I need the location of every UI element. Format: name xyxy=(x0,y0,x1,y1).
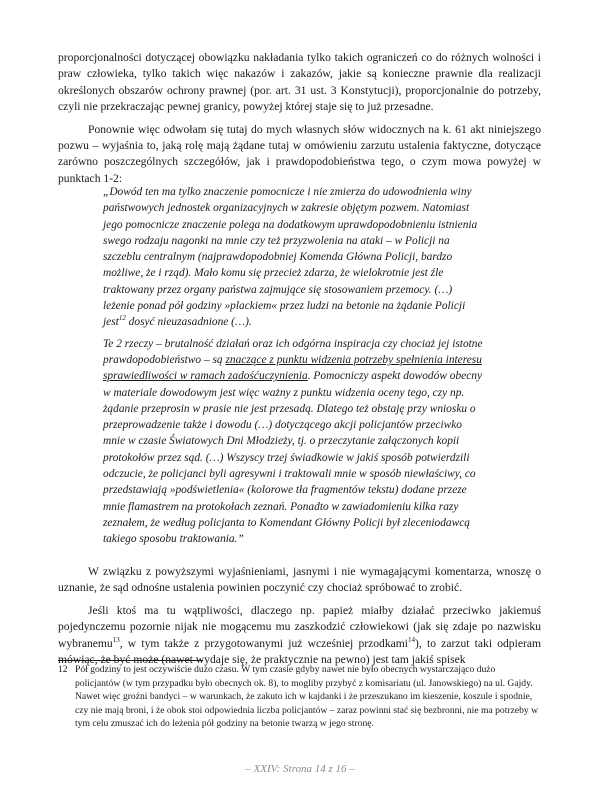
quote-text-2a: Te 2 rzeczy – brutalność działań oraz ich odgórna inspiracja czy chociaż jej istotne prawdopodobieństwo – są xyxy=(103,337,483,366)
body-top xyxy=(58,50,541,193)
footnote-ref-13[interactable]: 13 xyxy=(112,635,120,644)
paragraph-1: proporcjonalności dotyczącej obowiązku nakładania tylko takich ograniczeń co do różnych wolności i praw człowieka, tylko takich więc nakazów i zakazów, jakie są konieczne prawnie dla realizacji określonych obszarów ochrony prawnej (por. art. 31 ust. 3 Konstytucji), proporcjonalnie do potrzeby, czyli nie przekraczając pewnej granicy, powyżej której staje się to już przesadne. xyxy=(58,51,541,114)
quote-text-1a: „Dowód ten ma tylko znaczenie pomocnicze i nie zmierza do udowodnienia winy państwowych jednostek organizacyjnych w zakresie objętym pozwem. Natomiast jego pomocnicze znaczenie polega na dodatkowym uprawdopodobnieniu istnienia swego rodzaju nagonki na mnie czy też przyzwolenia na ataki – w Policji na szczeblu centralnym (najprawdopodobniej Komenda Główna Policji, bardzo możliwe, że i rząd). Mało komu się przecież zdarza, że wielokrotnie jest źle traktowany przez organy państwa zajmujące się stosowaniem przemocy. (…) leżenie ponad pół godziny »plackiem« przez ludzi na betonie na żądanie Policji jest xyxy=(103,186,478,329)
footnote-separator xyxy=(58,660,203,661)
footnote-12 xyxy=(58,663,541,731)
page-number-footer: – XXIV: Strona 14 z 16 – xyxy=(245,763,355,775)
footnote-text: Pół godziny to jest oczywiście dużo czasu. W tym czasie gdyby nawet nie było obecnych wystarczająco dużo policjantów (w tym przypadku było obecnych ok. 8), to mogliby przybyć z komisariatu (ul. Janowskiego) na ul. Gajdy. Nawet więc groźni bandyci – w warunkach, że zakuto ich w kajdanki i że przeszukano im kieszenie, koszule i spodnie, czy nie mają broni, i że obok stoi odpowiednia liczba policjantów – zaraz powinni stać się bezbronni, nie ma potrzeby w tym celu zmuszać ich do leżenia pół godziny na betonie twarzą w jego stronę. xyxy=(75,664,539,729)
block-quote xyxy=(103,184,485,553)
paragraph-3: W związku z powyższymi wyjaśnieniami, jasnymi i nie wymagającymi komentarza, wnoszę o uznanie, że sąd odnośne ustalenia powinien poczynić czy chociaż spróbować to zrobić. xyxy=(58,565,541,595)
quote-underlined-text: znaczące z punktu widzenia potrzeby spełnienia interesu sprawiedliwości w ramach zadośćuczynienia xyxy=(103,353,482,383)
quote-text-2b: . Pomocniczy aspekt dowodów obecny w materiale dowodowym jest więc ważny z punktu widzenia oceny tego, czy np. żądanie przeprosin w prasie nie jest przesadą. Dlatego też obstaję przy wniosku o przeprowadzenie także i dowodu (…) dotyczącego akcji policjantów przeciwko mnie w czasie Światowych Dni Młodzieży, tj. o przeczytanie załączonych kopii protokołów przez sąd. (…) Wszyscy trzej świadkowie w jakiś sposób potwierdzili odczucie, że policjanci byli agresywni i traktowali mnie w sposób niewłaściwy, co przedstawiają »podświetlenia« (kolorowe tła fragmentów tekstu) dodane przeze mnie flamastrem na protokołach zeznań. Ponadto w zawiadomieniu kilka razy zeznałem, że według policjanta to Komendant Główny Policji był zleceniodawcą takiego sposobu traktowania.” xyxy=(103,370,483,546)
paragraph-4-text-a: Jeśli ktoś ma tu wątpliwości, dlaczego np. papież miałby działać przeciwko jakiemuś pojedynczemu pozornie nijak nie mogącemu mu zaszkodzić człowiekowi (jak się zdaje po nazwisku wybranemu xyxy=(58,603,541,650)
quote-paragraph-1 xyxy=(103,184,485,331)
footnote-number: 12 xyxy=(58,664,68,675)
quote-paragraph-2 xyxy=(103,336,485,548)
footnote-ref-12[interactable]: 12 xyxy=(118,314,126,323)
body-bottom xyxy=(58,564,541,674)
paragraph-2: Ponownie więc odwołam się tutaj do mych własnych słów widocznych na k. 61 akt niniejszego pozwu – wyjaśnia to, jaką rolę mają żądane tutaj w omówieniu zarzutu ustalenia faktyczne, dotyczące zarówno poszczególnych szczegółów, jak i prawdopodobieństwa tego, o czym mowa powyżej w punktach 1-2: xyxy=(58,122,541,185)
paragraph-4-text-c: ), to zarzut taki odpieram mówiąc, że być może (nawet wydaje się, że praktycznie na pewno) jest tam jakiś spisek xyxy=(58,636,541,667)
paragraph-4 xyxy=(58,603,541,669)
paragraph-4-text-b: , w tym także z przygotowanymi już wcześniej przodkami xyxy=(119,636,409,650)
footnote-ref-14[interactable]: 14 xyxy=(408,635,416,644)
quote-text-1b: dosyć nieuzasadnione (…). xyxy=(125,316,252,329)
